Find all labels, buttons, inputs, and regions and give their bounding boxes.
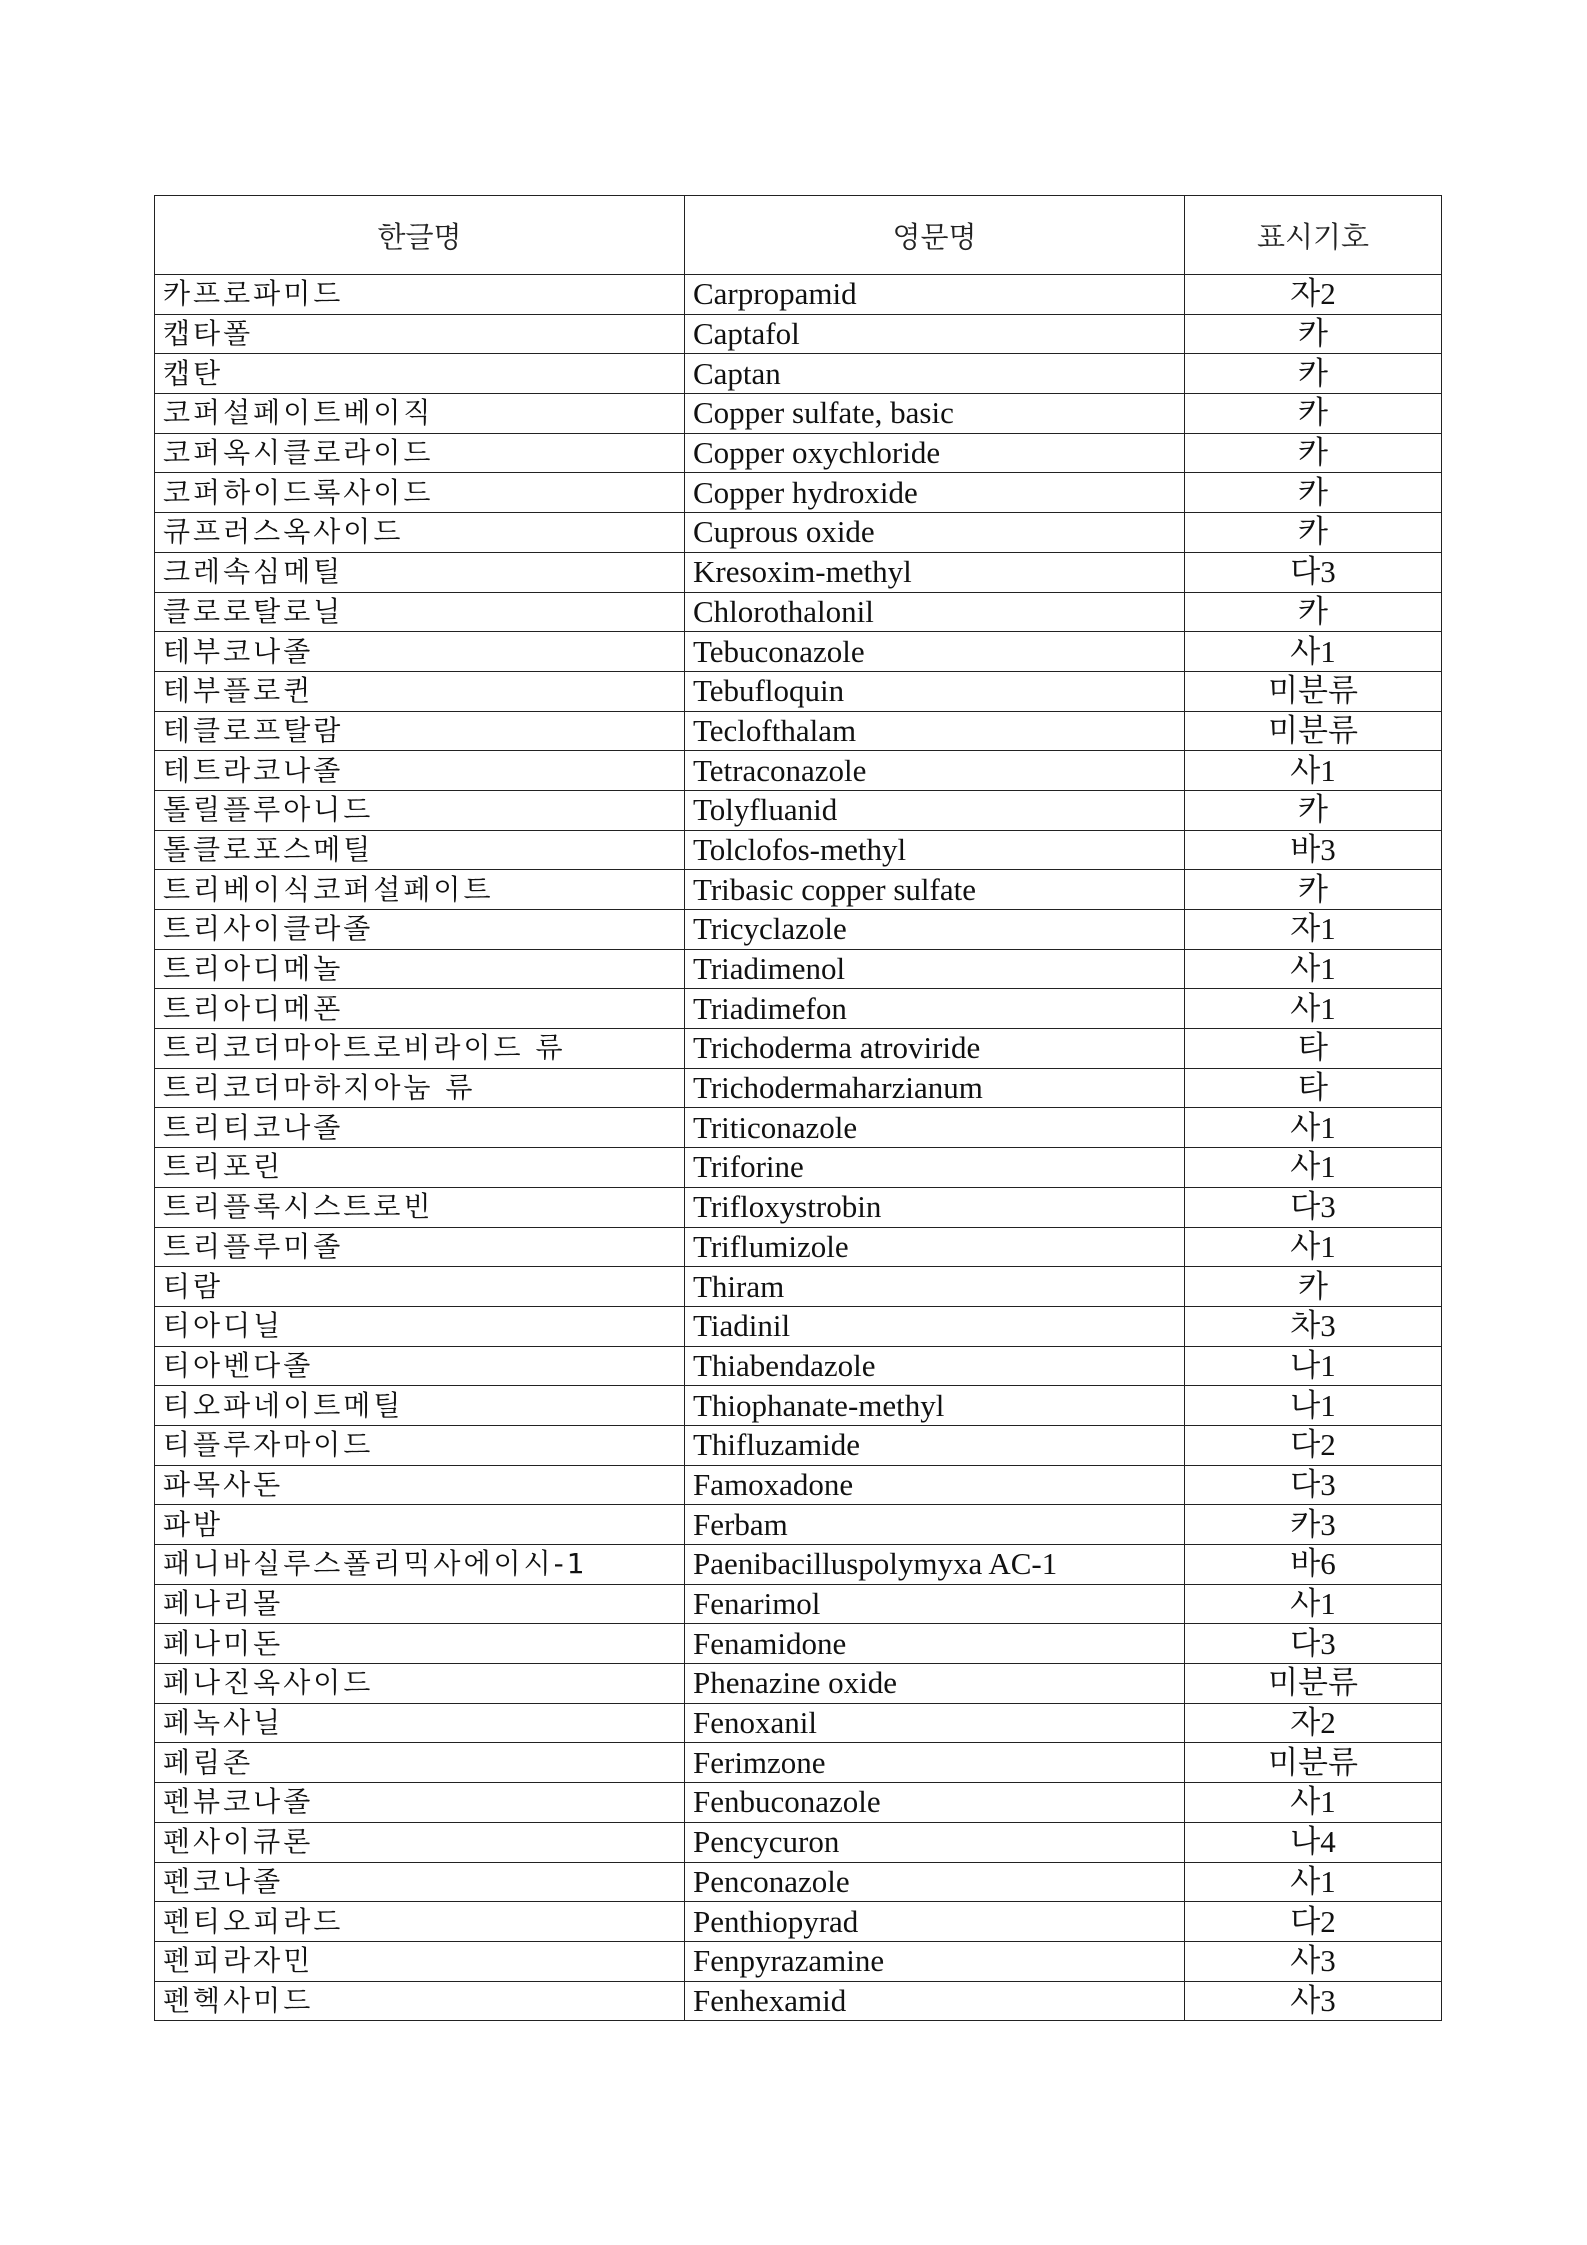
code-cell: 카 — [1185, 870, 1442, 910]
english-name-cell: Triticonazole — [685, 1108, 1185, 1148]
korean-name-cell: 펜뷰코나졸 — [155, 1783, 685, 1823]
table-row — [155, 1584, 1442, 1624]
english-name-cell: Thiophanate-methyl — [685, 1386, 1185, 1426]
english-name-cell: Thiram — [685, 1267, 1185, 1307]
code-cell: 카 — [1185, 592, 1442, 632]
table-row — [155, 1703, 1442, 1743]
table-row — [155, 552, 1442, 592]
english-name-cell: Tebuconazole — [685, 632, 1185, 672]
table-row — [155, 1068, 1442, 1108]
korean-name-cell: 캡탄 — [155, 354, 685, 394]
korean-name-cell: 트리사이클라졸 — [155, 910, 685, 950]
code-cell: 사3 — [1185, 1941, 1442, 1981]
korean-name-cell: 티오파네이트메틸 — [155, 1386, 685, 1426]
english-name-cell: Tolclofos-methyl — [685, 830, 1185, 870]
korean-name-cell: 티아벤다졸 — [155, 1346, 685, 1386]
english-name-cell: Tiadinil — [685, 1306, 1185, 1346]
table-row — [155, 870, 1442, 910]
english-name-cell: Fenamidone — [685, 1624, 1185, 1664]
korean-name-cell: 톨클로포스메틸 — [155, 830, 685, 870]
english-name-cell: Fenbuconazole — [685, 1783, 1185, 1823]
table-row — [155, 1306, 1442, 1346]
korean-name-cell: 트리아디메폰 — [155, 989, 685, 1029]
code-cell: 미분류 — [1185, 711, 1442, 751]
code-cell: 카 — [1185, 394, 1442, 434]
english-name-cell: Triadimefon — [685, 989, 1185, 1029]
english-name-cell: Thifluzamide — [685, 1425, 1185, 1465]
korean-name-cell: 파밤 — [155, 1505, 685, 1545]
english-name-cell: Fenhexamid — [685, 1981, 1185, 2021]
table-row — [155, 1902, 1442, 1942]
table-row — [155, 910, 1442, 950]
code-cell: 타 — [1185, 1068, 1442, 1108]
table-row — [155, 1981, 1442, 2021]
english-name-cell: Chlorothalonil — [685, 592, 1185, 632]
code-cell: 나4 — [1185, 1822, 1442, 1862]
korean-name-cell: 페녹사닐 — [155, 1703, 685, 1743]
english-name-cell: Ferimzone — [685, 1743, 1185, 1783]
korean-name-cell: 테부코나졸 — [155, 632, 685, 672]
english-name-cell: Trichodermaharzianum — [685, 1068, 1185, 1108]
korean-name-cell: 크레속심메틸 — [155, 552, 685, 592]
english-name-cell: Penthiopyrad — [685, 1902, 1185, 1942]
code-cell: 다2 — [1185, 1425, 1442, 1465]
code-cell: 사1 — [1185, 1148, 1442, 1188]
korean-name-cell: 톨릴플루아니드 — [155, 790, 685, 830]
code-cell: 바6 — [1185, 1545, 1442, 1585]
english-name-cell: Thiabendazole — [685, 1346, 1185, 1386]
code-cell: 자1 — [1185, 910, 1442, 950]
korean-name-cell: 페나리몰 — [155, 1584, 685, 1624]
korean-name-cell: 티아디닐 — [155, 1306, 685, 1346]
table-row — [155, 473, 1442, 513]
korean-name-cell: 페나진옥사이드 — [155, 1664, 685, 1704]
english-name-cell: Ferbam — [685, 1505, 1185, 1545]
header-english-name: 영문명 — [685, 196, 1185, 275]
code-cell: 다3 — [1185, 552, 1442, 592]
korean-name-cell: 펜헥사미드 — [155, 1981, 685, 2021]
code-cell: 카3 — [1185, 1505, 1442, 1545]
table-row — [155, 1664, 1442, 1704]
korean-name-cell: 트리포린 — [155, 1148, 685, 1188]
code-cell: 사1 — [1185, 989, 1442, 1029]
korean-name-cell: 페림존 — [155, 1743, 685, 1783]
table-row — [155, 1267, 1442, 1307]
korean-name-cell: 클로로탈로닐 — [155, 592, 685, 632]
english-name-cell: Carpropamid — [685, 275, 1185, 315]
korean-name-cell: 테클로프탈람 — [155, 711, 685, 751]
code-cell: 카 — [1185, 314, 1442, 354]
korean-name-cell: 캡타폴 — [155, 314, 685, 354]
english-name-cell: Trifloxystrobin — [685, 1187, 1185, 1227]
table-row — [155, 1187, 1442, 1227]
code-cell: 미분류 — [1185, 1664, 1442, 1704]
table-row — [155, 1545, 1442, 1585]
table-row — [155, 314, 1442, 354]
korean-name-cell: 테부플로퀸 — [155, 671, 685, 711]
code-cell: 카 — [1185, 473, 1442, 513]
header-code: 표시기호 — [1185, 196, 1442, 275]
korean-name-cell: 트리코더마하지아눔 류 — [155, 1068, 685, 1108]
english-name-cell: Copper sulfate, basic — [685, 394, 1185, 434]
code-cell: 사1 — [1185, 1227, 1442, 1267]
english-name-cell: Tebufloquin — [685, 671, 1185, 711]
korean-name-cell: 펜코나졸 — [155, 1862, 685, 1902]
table-row — [155, 592, 1442, 632]
table-row — [155, 513, 1442, 553]
code-cell: 사1 — [1185, 632, 1442, 672]
code-cell: 다3 — [1185, 1624, 1442, 1664]
table-row — [155, 1783, 1442, 1823]
table-row — [155, 1227, 1442, 1267]
korean-name-cell: 테트라코나졸 — [155, 751, 685, 791]
english-name-cell: Tetraconazole — [685, 751, 1185, 791]
table-row — [155, 1148, 1442, 1188]
table-row — [155, 275, 1442, 315]
english-name-cell: Fenpyrazamine — [685, 1941, 1185, 1981]
table-row — [155, 1743, 1442, 1783]
code-cell: 카 — [1185, 354, 1442, 394]
code-cell: 사1 — [1185, 949, 1442, 989]
english-name-cell: Kresoxim-methyl — [685, 552, 1185, 592]
table-row — [155, 1505, 1442, 1545]
table-row — [155, 1425, 1442, 1465]
header-korean-name: 한글명 — [155, 196, 685, 275]
english-name-cell: Captafol — [685, 314, 1185, 354]
korean-name-cell: 펜티오피라드 — [155, 1902, 685, 1942]
code-cell: 나1 — [1185, 1346, 1442, 1386]
table-row — [155, 632, 1442, 672]
korean-name-cell: 트리플록시스트로빈 — [155, 1187, 685, 1227]
code-cell: 차3 — [1185, 1306, 1442, 1346]
code-cell: 타 — [1185, 1029, 1442, 1069]
table-row — [155, 394, 1442, 434]
code-cell: 다3 — [1185, 1465, 1442, 1505]
table-row — [155, 1822, 1442, 1862]
korean-name-cell: 티플루자마이드 — [155, 1425, 685, 1465]
code-cell: 사3 — [1185, 1981, 1442, 2021]
table-row — [155, 671, 1442, 711]
table-row — [155, 711, 1442, 751]
korean-name-cell: 코퍼설페이트베이직 — [155, 394, 685, 434]
korean-name-cell: 티람 — [155, 1267, 685, 1307]
english-name-cell: Trichoderma atroviride — [685, 1029, 1185, 1069]
english-name-cell: Captan — [685, 354, 1185, 394]
code-cell: 카 — [1185, 1267, 1442, 1307]
english-name-cell: Tricyclazole — [685, 910, 1185, 950]
code-cell: 다2 — [1185, 1902, 1442, 1942]
korean-name-cell: 패니바실루스폴리믹사에이시-1 — [155, 1545, 685, 1585]
english-name-cell: Copper oxychloride — [685, 433, 1185, 473]
korean-name-cell: 트리아디메놀 — [155, 949, 685, 989]
english-name-cell: Penconazole — [685, 1862, 1185, 1902]
table-row — [155, 1941, 1442, 1981]
korean-name-cell: 트리베이식코퍼설페이트 — [155, 870, 685, 910]
table-row — [155, 1862, 1442, 1902]
table-row — [155, 1386, 1442, 1426]
table-row — [155, 751, 1442, 791]
code-cell: 사1 — [1185, 1862, 1442, 1902]
pesticide-table — [154, 195, 1442, 2021]
table-body — [155, 275, 1442, 2021]
table-row — [155, 1624, 1442, 1664]
table-row — [155, 1465, 1442, 1505]
korean-name-cell: 파목사돈 — [155, 1465, 685, 1505]
english-name-cell: Tolyfluanid — [685, 790, 1185, 830]
code-cell: 사1 — [1185, 1783, 1442, 1823]
english-name-cell: Tribasic copper sulfate — [685, 870, 1185, 910]
code-cell: 나1 — [1185, 1386, 1442, 1426]
english-name-cell: Fenarimol — [685, 1584, 1185, 1624]
table-row — [155, 989, 1442, 1029]
code-cell: 미분류 — [1185, 671, 1442, 711]
english-name-cell: Cuprous oxide — [685, 513, 1185, 553]
code-cell: 카 — [1185, 513, 1442, 553]
korean-name-cell: 코퍼옥시클로라이드 — [155, 433, 685, 473]
code-cell: 자2 — [1185, 275, 1442, 315]
korean-name-cell: 코퍼하이드록사이드 — [155, 473, 685, 513]
code-cell: 바3 — [1185, 830, 1442, 870]
table-row — [155, 1108, 1442, 1148]
korean-name-cell: 트리코더마아트로비라이드 류 — [155, 1029, 685, 1069]
table-row — [155, 1029, 1442, 1069]
table-row — [155, 949, 1442, 989]
english-name-cell: Pencycuron — [685, 1822, 1185, 1862]
code-cell: 자2 — [1185, 1703, 1442, 1743]
english-name-cell: Triforine — [685, 1148, 1185, 1188]
code-cell: 미분류 — [1185, 1743, 1442, 1783]
english-name-cell: Triflumizole — [685, 1227, 1185, 1267]
table-row — [155, 433, 1442, 473]
table-row — [155, 354, 1442, 394]
korean-name-cell: 큐프러스옥사이드 — [155, 513, 685, 553]
english-name-cell: Fenoxanil — [685, 1703, 1185, 1743]
korean-name-cell: 페나미돈 — [155, 1624, 685, 1664]
english-name-cell: Paenibacilluspolymyxa AC-1 — [685, 1545, 1185, 1585]
table-row — [155, 830, 1442, 870]
table-row — [155, 1346, 1442, 1386]
english-name-cell: Phenazine oxide — [685, 1664, 1185, 1704]
korean-name-cell: 펜사이큐론 — [155, 1822, 685, 1862]
korean-name-cell: 펜피라자민 — [155, 1941, 685, 1981]
code-cell: 다3 — [1185, 1187, 1442, 1227]
header-row — [155, 196, 1442, 275]
english-name-cell: Triadimenol — [685, 949, 1185, 989]
english-name-cell: Copper hydroxide — [685, 473, 1185, 513]
table-header — [155, 196, 1442, 275]
english-name-cell: Teclofthalam — [685, 711, 1185, 751]
english-name-cell: Famoxadone — [685, 1465, 1185, 1505]
code-cell: 사1 — [1185, 751, 1442, 791]
table-row — [155, 790, 1442, 830]
code-cell: 사1 — [1185, 1108, 1442, 1148]
korean-name-cell: 트리플루미졸 — [155, 1227, 685, 1267]
korean-name-cell: 카프로파미드 — [155, 275, 685, 315]
code-cell: 카 — [1185, 433, 1442, 473]
code-cell: 사1 — [1185, 1584, 1442, 1624]
korean-name-cell: 트리티코나졸 — [155, 1108, 685, 1148]
code-cell: 카 — [1185, 790, 1442, 830]
